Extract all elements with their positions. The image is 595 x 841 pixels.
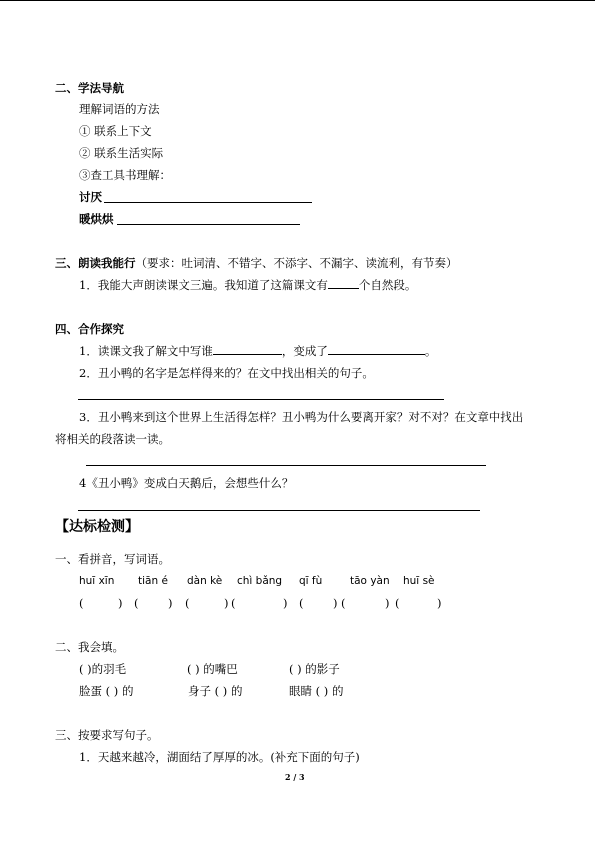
page-number: 2 / 3 [285, 772, 305, 782]
answer-line[interactable] [86, 465, 486, 466]
a3-heading: 三、按要求写句子。 [55, 728, 159, 742]
s4-item-3-line1: 3．丑小鸭来到这个世界上生活得怎样？丑小鸭为什么要离开家？对不对？在文章中找出 [79, 410, 524, 424]
s4-item-4: 4《丑小鸭》变成白天鹅后，会想些什么？ [79, 476, 294, 490]
answer-line[interactable] [78, 510, 480, 511]
assessment-title: 【达标检测】 [55, 519, 139, 535]
s2-method-2: ② 联系生活实际 [79, 146, 164, 160]
s4-item-2: 2．丑小鸭的名字是怎样得来的？在文中找出相关的句子。 [79, 366, 374, 380]
page-top-border [0, 0, 595, 1]
a3-item-1: 1．天越来越冷，湖面结了厚厚的冰。(补充下面的句子) [79, 750, 360, 764]
answer-line[interactable] [117, 224, 300, 225]
s4-item-1: 1．读课文我了解文中写谁 ，变成了 。 [79, 344, 437, 358]
s3-item-1: 1．我能大声朗读课文三遍。我知道了这篇课文有 个自然段。 [79, 278, 417, 292]
answer-line[interactable] [78, 399, 444, 400]
a1-heading: 一、看拼音，写词语。 [55, 552, 170, 566]
s2-method-1: ① 联系上下文 [79, 124, 152, 138]
a2-heading: 二、我会填。 [55, 640, 124, 654]
section-2-heading: 二、学法导航 [55, 81, 124, 95]
section-3-heading [55, 256, 458, 270]
section-4-heading: 四、合作探究 [55, 322, 124, 336]
s2-intro: 理解词语的方法 [79, 102, 160, 116]
s2-word-2: 暖烘烘 [79, 212, 114, 226]
s2-method-3: ③查工具书理解： [79, 168, 171, 182]
s4-item-3-line2: 将相关的段落读一读。 [55, 432, 170, 446]
answer-line[interactable] [104, 202, 312, 203]
s3-title: 三、朗读我能行 [55, 256, 136, 270]
s2-word-1: 讨厌 [79, 190, 102, 204]
s3-requirement: （要求：吐词清、不错字、不添字、不漏字、读流利，有节奏） [135, 256, 458, 270]
